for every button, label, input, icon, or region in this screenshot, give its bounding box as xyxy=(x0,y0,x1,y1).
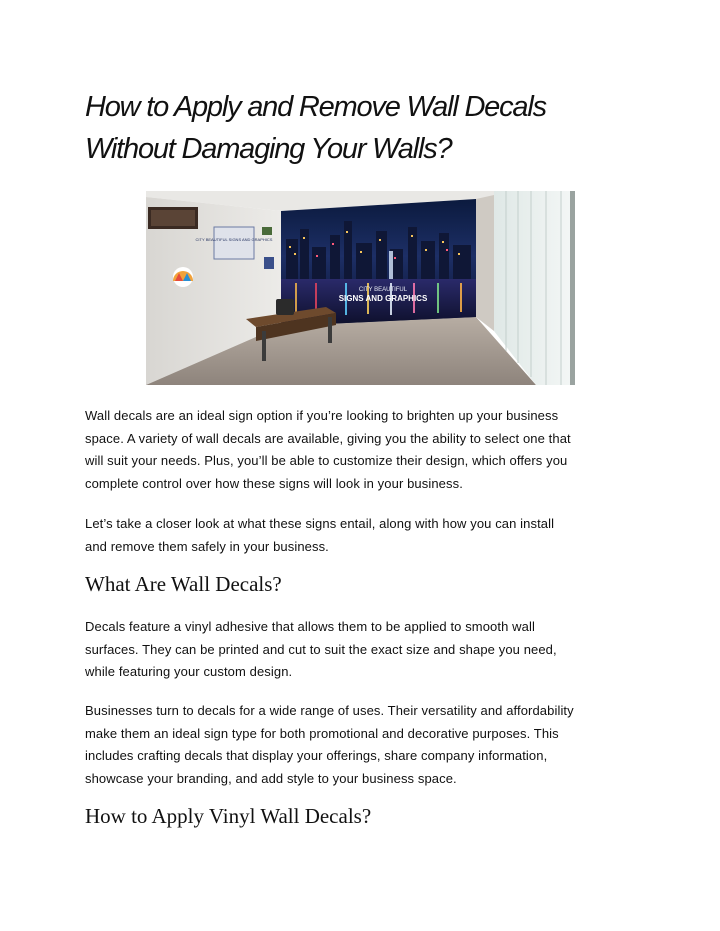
paragraph-line: space. A variety of wall decals are available, giving you the ability to select one that xyxy=(85,430,571,446)
section1-paragraph-2 xyxy=(85,700,645,790)
office-sign-text: CITY BEAUTIFUL SIGNS AND GRAPHICS xyxy=(195,237,273,242)
paragraph-line: Wall decals are an ideal sign option if you’re looking to brighten up your business xyxy=(85,408,559,423)
title-line: Without Damaging Your Walls? xyxy=(85,133,452,165)
section-heading-how-to-apply: How to Apply Vinyl Wall Decals? xyxy=(85,804,372,828)
page-title xyxy=(85,86,645,170)
intro-paragraph-1 xyxy=(85,405,645,495)
section1-paragraph-1 xyxy=(85,616,645,684)
paragraph-line: make them an ideal sign type for both promotional and decorative purposes. This xyxy=(85,725,559,741)
paragraph-line: complete control over how these signs will look in your business. xyxy=(85,475,463,491)
paragraph-line: will suit your needs. Plus, you’ll be able to customize their design, which offers you xyxy=(85,453,568,468)
paragraph-line: Businesses turn to decals for a wide range of uses. Their versatility and affordability xyxy=(85,703,574,718)
intro-paragraph-2 xyxy=(85,513,645,558)
paragraph-line: includes crafting decals that display your offerings, share company information, xyxy=(85,748,548,763)
wall-decal-text-top: CITY BEAUTIFUL xyxy=(358,287,408,293)
section-heading-what-are-wall-decals: What Are Wall Decals? xyxy=(85,572,282,596)
paragraph-line: Let’s take a closer look at what these signs entail, along with how you can install xyxy=(85,516,555,531)
paragraph-line: and remove them safely in your business. xyxy=(85,538,329,554)
paragraph-line: surfaces. They can be printed and cut to suit the exact size and shape you need, xyxy=(85,641,557,657)
wall-decal-text-main: SIGNS AND GRAPHICS xyxy=(338,294,428,303)
title-line: How to Apply and Remove Wall Decals xyxy=(85,91,546,123)
paragraph-line: while featuring your custom design. xyxy=(85,664,293,679)
paragraph-line: Decals feature a vinyl adhesive that allows them to be applied to smooth wall xyxy=(85,619,535,634)
paragraph-line: showcase your branding, and add style to your business space. xyxy=(85,770,457,786)
office-wall-decal-photo xyxy=(146,191,575,385)
